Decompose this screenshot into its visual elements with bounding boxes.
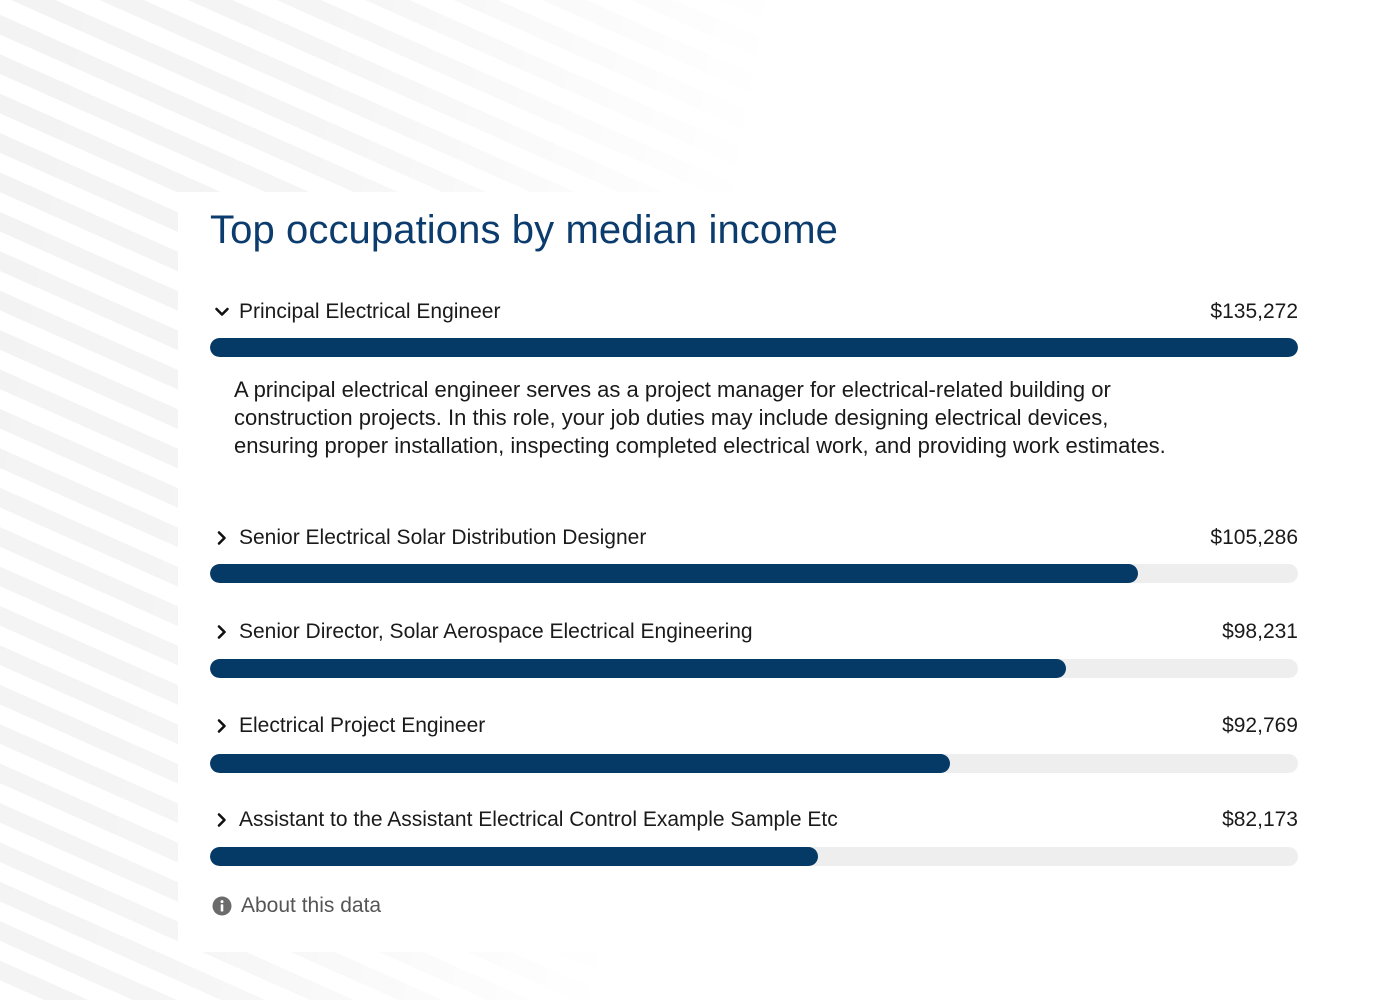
chevron-right-icon: [214, 530, 230, 546]
occupation-toggle[interactable]: [210, 805, 1298, 835]
occupation-row-senior-electrical-solar-distribution-designer: [210, 523, 1298, 585]
about-this-data-link[interactable]: [212, 893, 381, 919]
occupation-name: Electrical Project Engineer: [239, 714, 486, 737]
occupation-row-senior-director-solar-aerospace: [210, 617, 1298, 679]
chevron-right-icon: [214, 812, 230, 828]
info-icon: [212, 896, 232, 916]
occupation-toggle[interactable]: [210, 297, 1298, 327]
occupation-income: $135,272: [1210, 300, 1298, 323]
occupation-toggle[interactable]: [210, 711, 1298, 741]
occupation-name: Principal Electrical Engineer: [239, 300, 501, 323]
chevron-right-icon: [214, 624, 230, 640]
occupation-income: $92,769: [1222, 714, 1298, 737]
occupation-name: Assistant to the Assistant Electrical Control Example Sample Etc: [239, 808, 838, 831]
occupation-name: Senior Electrical Solar Distribution Designer: [239, 526, 647, 549]
occupation-toggle[interactable]: [210, 617, 1298, 647]
occupation-income: $98,231: [1222, 620, 1298, 643]
income-bar-track: [210, 338, 1298, 357]
chevron-right-icon: [214, 718, 230, 734]
income-bar-fill: [210, 564, 1138, 583]
income-bar-fill: [210, 338, 1298, 357]
occupation-name: Senior Director, Solar Aerospace Electrical Engineering: [239, 620, 753, 643]
occupation-description: A principal electrical engineer serves as a project manager for electrical-related building or construction projects. In this role, your job duties may include designing electrical devices, ensuring proper installation, inspecting completed electrical work, and providing work estimates.: [234, 377, 1166, 458]
income-bar-fill: [210, 659, 1066, 678]
occupation-row-assistant-electrical-control: [210, 805, 1298, 867]
occupation-income: $82,173: [1222, 808, 1298, 831]
income-bar-track: [210, 659, 1298, 678]
income-bar-fill: [210, 754, 950, 773]
occupation-row-principal-electrical-engineer: [210, 297, 1298, 359]
about-this-data-label: About this data: [241, 894, 382, 917]
occupation-income: $105,286: [1210, 526, 1298, 549]
occupation-toggle[interactable]: [210, 523, 1298, 553]
chevron-down-icon: [214, 304, 230, 320]
income-bar-fill: [210, 847, 818, 866]
income-bar-track: [210, 564, 1298, 583]
income-bar-track: [210, 754, 1298, 773]
occupation-row-electrical-project-engineer: [210, 711, 1298, 773]
page-title: Top occupations by median income: [210, 208, 839, 252]
income-bar-track: [210, 847, 1298, 866]
